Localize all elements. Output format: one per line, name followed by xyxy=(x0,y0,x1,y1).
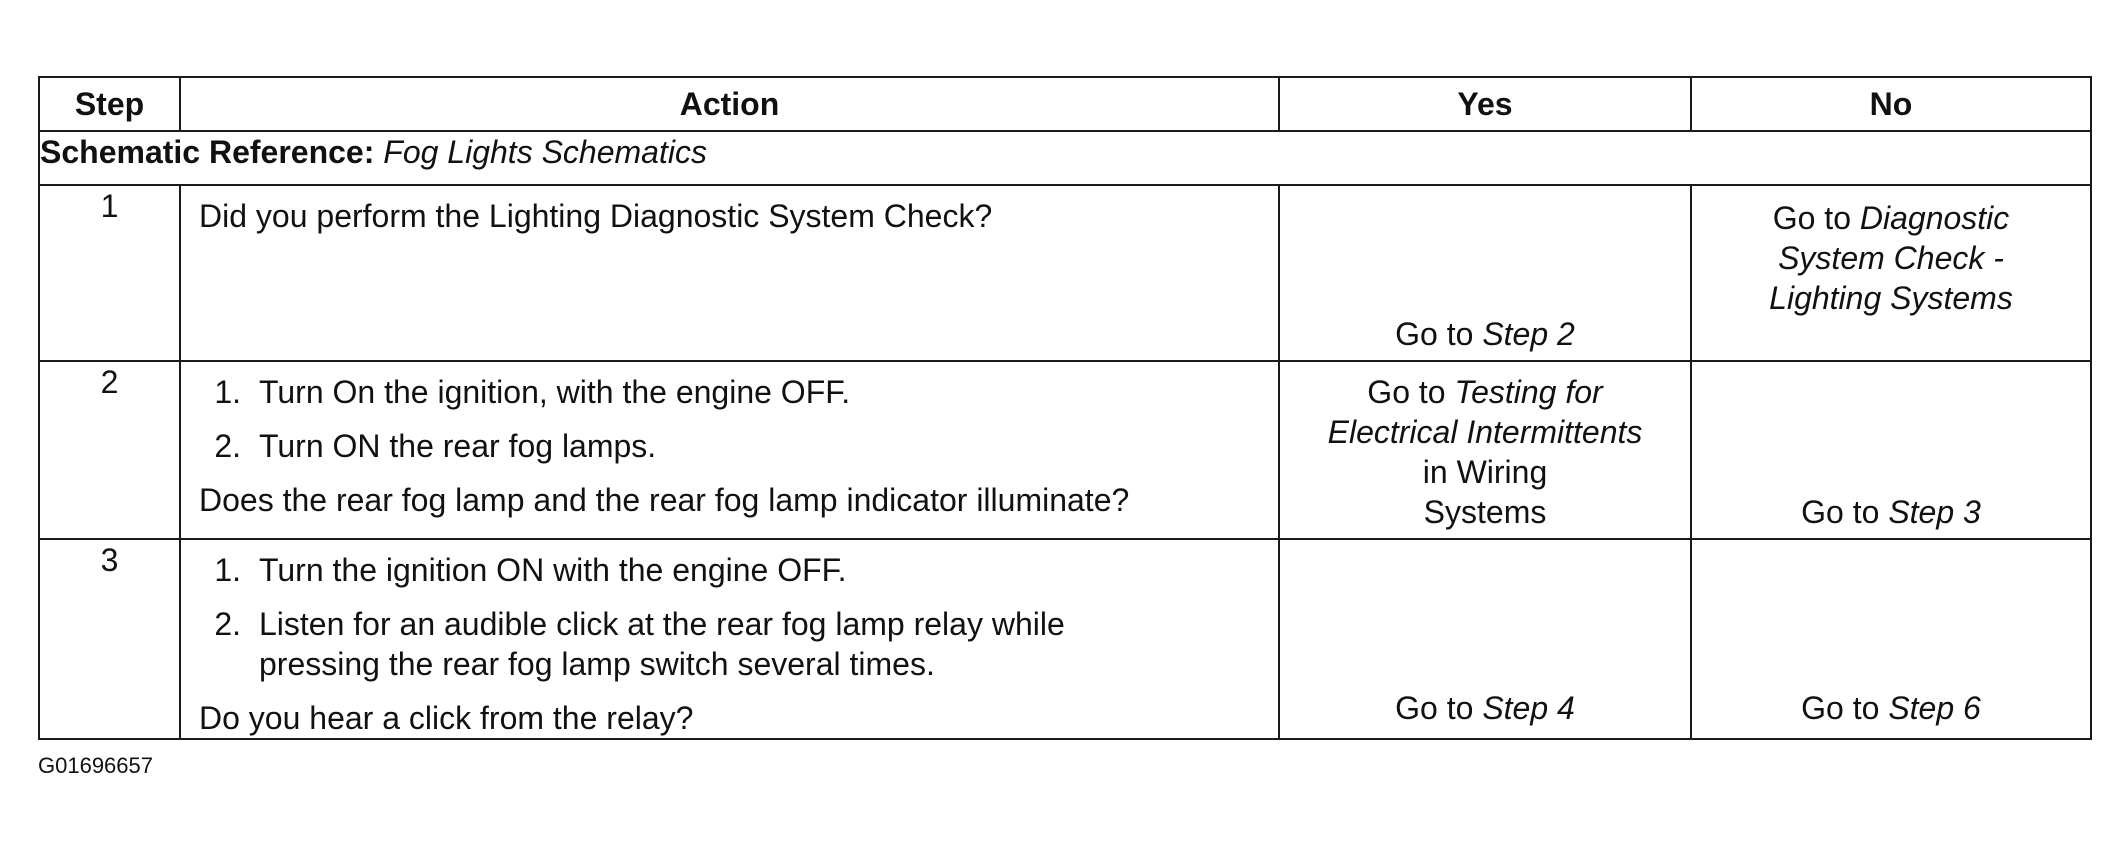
substep-number: 1. xyxy=(214,374,241,410)
yes-suffix-line1: in Wiring xyxy=(1422,454,1548,490)
no-prefix: Go to xyxy=(1772,200,1851,236)
no-link[interactable]: Step 3 xyxy=(1888,494,1981,530)
yes-prefix: Go to xyxy=(1395,316,1474,352)
yes-cell xyxy=(1279,539,1691,739)
no-prefix: Go to xyxy=(1801,494,1880,530)
yes-link[interactable]: Step 4 xyxy=(1482,690,1575,726)
substep-text-line1: Listen for an audible click at the rear fog lamp relay while xyxy=(259,606,1065,642)
substep-item xyxy=(199,550,1266,590)
yes-result xyxy=(1280,362,1690,532)
schematic-reference-row xyxy=(39,131,2091,185)
table-row xyxy=(39,185,2091,361)
yes-result xyxy=(1280,688,1690,728)
table-header-row xyxy=(39,77,2091,131)
no-result xyxy=(1692,492,2090,532)
yes-cell xyxy=(1279,361,1691,539)
no-result xyxy=(1692,688,2090,728)
substep-list xyxy=(199,550,1266,684)
no-link[interactable]: Step 6 xyxy=(1888,690,1981,726)
diagnostic-table xyxy=(38,76,2092,740)
yes-link[interactable]: Testing for xyxy=(1454,374,1603,410)
step-number: 3 xyxy=(39,539,180,739)
yes-prefix: Go to xyxy=(1395,690,1474,726)
header-yes: Yes xyxy=(1279,77,1691,131)
substep-item xyxy=(199,604,1266,684)
action-cell xyxy=(180,539,1279,739)
schematic-reference-link[interactable]: Fog Lights Schematics xyxy=(383,134,707,170)
no-result xyxy=(1692,186,2090,318)
table-row xyxy=(39,539,2091,739)
header-no: No xyxy=(1691,77,2091,131)
no-link[interactable]: Diagnostic xyxy=(1859,200,2010,236)
substep-number: 1. xyxy=(214,552,241,588)
no-link-line3[interactable]: Lighting Systems xyxy=(1769,280,2013,316)
no-link-line2[interactable]: System Check - xyxy=(1778,240,2004,276)
yes-prefix: Go to xyxy=(1367,374,1446,410)
yes-cell xyxy=(1279,185,1691,361)
no-cell xyxy=(1691,361,2091,539)
yes-link-line2[interactable]: Electrical Intermittents xyxy=(1327,414,1643,450)
action-cell xyxy=(180,361,1279,539)
substep-item xyxy=(199,372,1266,412)
header-action: Action xyxy=(180,77,1279,131)
yes-suffix-line2: Systems xyxy=(1423,494,1547,530)
no-prefix: Go to xyxy=(1801,690,1880,726)
substep-number: 2. xyxy=(214,606,241,642)
action-question: Do you hear a click from the relay? xyxy=(199,700,694,736)
schematic-reference-label: Schematic Reference: xyxy=(40,134,375,170)
action-cell xyxy=(180,185,1279,361)
yes-result xyxy=(1280,314,1690,354)
yes-link[interactable]: Step 2 xyxy=(1482,316,1575,352)
action-question: Does the rear fog lamp and the rear fog lamp indicator illuminate? xyxy=(199,482,1130,518)
substep-text: Turn the ignition ON with the engine OFF. xyxy=(259,552,847,588)
substep-text: Turn ON the rear fog lamps. xyxy=(259,428,657,464)
substep-item xyxy=(199,426,1266,466)
table-row xyxy=(39,361,2091,539)
substep-text xyxy=(259,604,1266,684)
header-step: Step xyxy=(39,77,180,131)
substep-text-line2: pressing the rear fog lamp switch several times. xyxy=(259,646,935,682)
no-cell xyxy=(1691,539,2091,739)
substep-text: Turn On the ignition, with the engine OFF. xyxy=(259,374,851,410)
substep-number: 2. xyxy=(214,428,241,464)
figure-id: G01696657 xyxy=(38,753,153,778)
action-question: Did you perform the Lighting Diagnostic System Check? xyxy=(199,198,993,234)
step-number: 2 xyxy=(39,361,180,539)
step-number: 1 xyxy=(39,185,180,361)
substep-list xyxy=(199,372,1266,466)
no-cell xyxy=(1691,185,2091,361)
schematic-reference xyxy=(39,131,2091,185)
